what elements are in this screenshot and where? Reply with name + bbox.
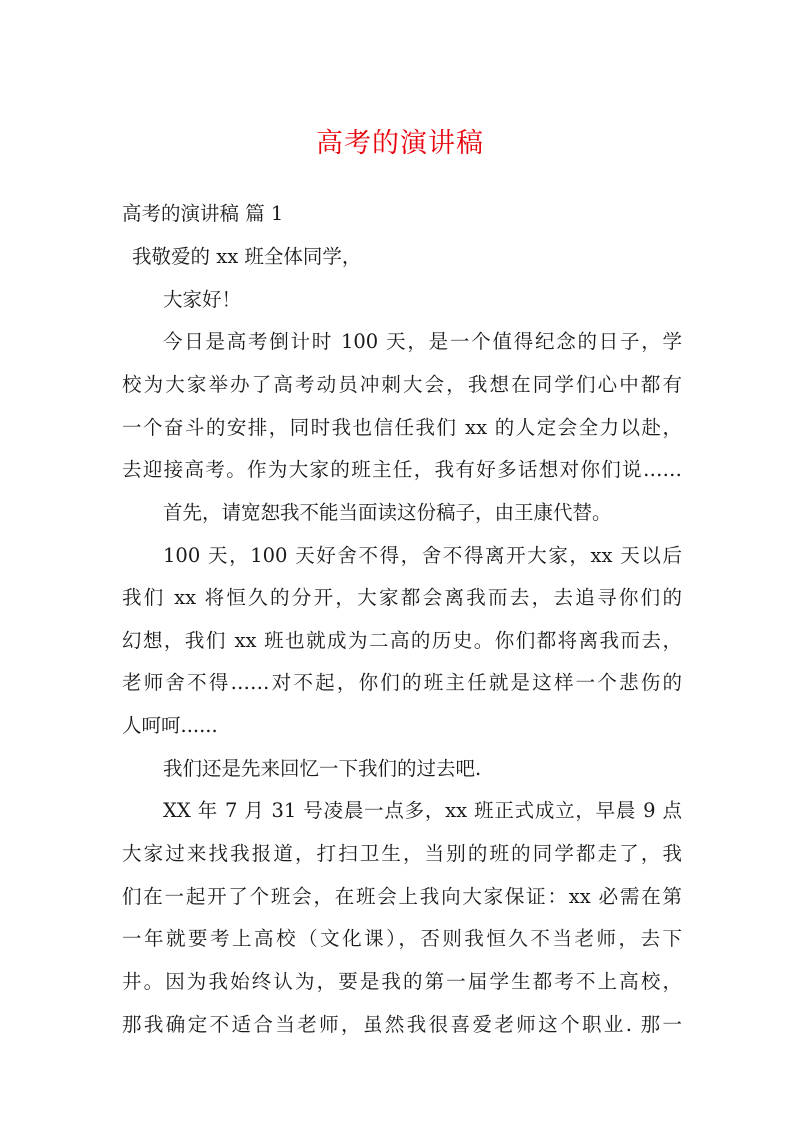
paragraph-line: 我们还是先来回忆一下我们的过去吧. (163, 757, 482, 780)
paragraph-line: 今日是高考倒计时 100 天，是一个值得纪念的日子，学 (163, 330, 682, 353)
document-title: 高考的演讲稿 (316, 128, 484, 159)
paragraph-line: 大家过来找我报道，打扫卫生，当别的班的同学都走了，我 (122, 842, 682, 865)
paragraph-line: 幻想，我们 xx 班也就成为二高的历史。你们都将离我而去， (122, 629, 682, 652)
paragraph-line: 100 天，100 天好舍不得，舍不得离开大家，xx 天以后 (163, 544, 682, 567)
paragraph-line: 老师舍不得……对不起，你们的班主任就是这样一个悲伤的 (122, 671, 682, 694)
paragraph-line: 校为大家举办了高考动员冲刺大会，我想在同学们心中都有 (122, 373, 682, 396)
paragraph-line: 我们 xx 将恒久的分开，大家都会离我而去，去追寻你们的 (122, 586, 682, 609)
paragraph-line: 那我确定不适合当老师，虽然我很喜爱老师这个职业. 那一 (122, 1013, 682, 1036)
paragraph-line: 首先，请宽恕我不能当面读这份稿子，由王康代替。 (163, 501, 612, 524)
paragraph-line: 去迎接高考。作为大家的班主任，我有好多话想对你们说…… (122, 458, 682, 481)
section-heading: 高考的演讲稿 篇 1 (122, 202, 284, 225)
paragraph-line: 一年就要考上高校（文化课），否则我恒久不当老师，去下 (122, 927, 682, 950)
paragraph-line: 一个奋斗的安排，同时我也信任我们 xx 的人定会全力以赴， (122, 416, 682, 439)
paragraph-line: 井。因为我始终认为，要是我的第一届学生都考不上高校， (122, 970, 682, 993)
paragraph-line: XX 年 7 月 31 号凌晨一点多，xx 班正式成立，早晨 9 点 (163, 799, 682, 822)
paragraph-line: 人呵呵...... (122, 714, 218, 737)
greeting: 大家好！ (163, 288, 242, 311)
paragraph-line: 们在一起开了个班会，在班会上我向大家保证：xx 必需在第 (122, 885, 682, 908)
salutation: 我敬爱的 xx 班全体同学， (132, 245, 362, 268)
